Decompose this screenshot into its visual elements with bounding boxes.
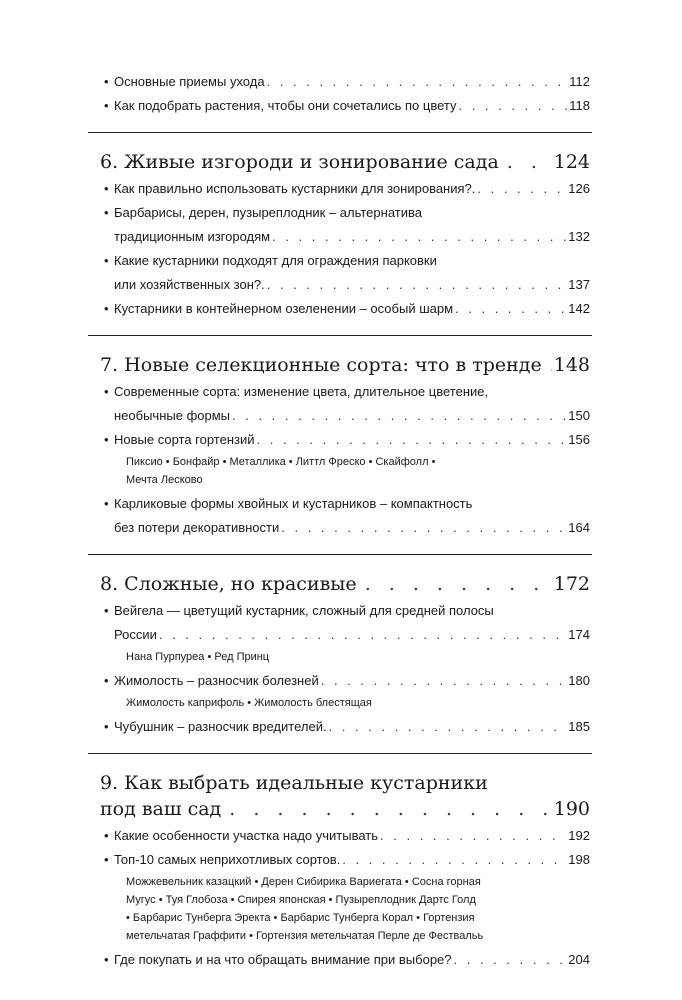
page-number: 164 <box>568 520 590 535</box>
toc-item[interactable] <box>100 669 590 693</box>
toc-item-text: Жимолость – разносчик болезней <box>114 673 319 688</box>
page-number: 118 <box>569 98 590 113</box>
bullet: • <box>104 98 109 113</box>
page-number: 174 <box>568 627 590 642</box>
toc-item[interactable] <box>100 380 590 428</box>
chapter-title: 7. Новые селекционные сорта: что в тренде <box>100 354 542 376</box>
bullet: • <box>104 719 109 734</box>
page-number: 204 <box>568 952 590 967</box>
bullet: • <box>104 852 109 867</box>
page-number: 112 <box>569 74 590 89</box>
page-number: 198 <box>568 852 590 867</box>
chapter-heading[interactable] <box>100 770 590 822</box>
toc-item[interactable] <box>100 297 590 321</box>
bullet: • <box>104 828 109 843</box>
chapter-page: 172 <box>553 573 590 595</box>
bullet: • <box>104 384 109 399</box>
section-divider <box>88 554 592 555</box>
chapter-heading[interactable] <box>100 352 590 378</box>
page-number: 142 <box>568 301 590 316</box>
toc-item-text: Как подобрать растения, чтобы они сочетались по цвету <box>114 98 457 113</box>
toc-item-text: без потери декоративности <box>114 520 280 535</box>
chapter-page: 124 <box>553 151 590 173</box>
variety-list <box>100 648 590 666</box>
chapter-heading[interactable] <box>100 571 590 597</box>
section-divider <box>88 132 592 133</box>
variety-line: Можжевельник казацкий • Дерен Сибирика Вариегата • Сосна горная <box>126 876 481 888</box>
toc-item[interactable] <box>100 848 590 872</box>
variety-line: метельчатая Граффити • Гортензия метельчатая Перле де Фествальь <box>126 930 484 942</box>
toc-item-text: Чубушник – разносчик вредителей. <box>114 719 327 734</box>
toc-item-text: Барбарисы, дерен, пузыреплодник – альтернатива <box>114 205 422 220</box>
toc-item-text: России <box>114 627 157 642</box>
bullet: • <box>104 74 109 89</box>
bullet: • <box>104 205 109 220</box>
page-number: 150 <box>568 408 590 423</box>
variety-list <box>100 694 590 712</box>
toc-item-text: Новые сорта гортензий <box>114 432 255 447</box>
toc-item-text: Топ-10 самых неприхотливых сортов. <box>114 852 341 867</box>
bullet: • <box>104 952 109 967</box>
toc-item-text: необычные формы <box>114 408 231 423</box>
toc-item[interactable] <box>100 599 590 647</box>
bullet: • <box>104 496 109 511</box>
toc-item[interactable] <box>100 492 590 540</box>
toc-item[interactable] <box>100 428 590 452</box>
toc-item[interactable] <box>100 177 590 201</box>
page-number: 180 <box>568 673 590 688</box>
toc-item[interactable] <box>100 249 590 297</box>
bullet: • <box>104 181 109 196</box>
variety-line: Мечта Лесково <box>126 474 203 486</box>
chapter-page: 190 <box>553 798 590 820</box>
variety-line: Нана Пурпуреа • Ред Принц <box>126 651 270 663</box>
section-divider <box>88 335 592 336</box>
chapter-title: 8. Сложные, но красивые <box>100 573 357 595</box>
bullet: • <box>104 432 109 447</box>
toc-item-text: или хозяйственных зон?. <box>114 277 265 292</box>
toc-item[interactable] <box>100 70 590 94</box>
variety-line: • Барбарис Тунберга Эректа • Барбарис Тунберга Корал • Гортензия <box>126 912 475 924</box>
toc-item-text: Как правильно использовать кустарники для зонирования?. <box>114 181 476 196</box>
toc-item-text: Основные приемы ухода <box>114 74 265 89</box>
toc-item[interactable] <box>100 94 590 118</box>
toc-item[interactable] <box>100 824 590 848</box>
toc-item-text: традиционным изгородям <box>114 229 271 244</box>
toc-item[interactable] <box>100 201 590 249</box>
section-divider <box>88 753 592 754</box>
variety-line: Мугус • Туя Глобоза • Спирея японская • Пузыреплодник Дартс Голд <box>126 894 476 906</box>
bullet: • <box>104 673 109 688</box>
variety-line: Жимолость каприфоль • Жимолость блестящая <box>126 697 372 709</box>
toc-item-text: Вейгела — цветущий кустарник, сложный для средней полосы <box>114 603 494 618</box>
bullet: • <box>104 603 109 618</box>
toc-item-text: Где покупать и на что обращать внимание при выборе? <box>114 952 452 967</box>
chapter-page: 148 <box>553 354 590 376</box>
chapter-title: под ваш сад <box>100 798 222 820</box>
toc-item-text: Какие особенности участка надо учитывать <box>114 828 379 843</box>
variety-list <box>100 873 590 945</box>
chapter-title: 6. Живые изгороди и зонирование сада <box>100 151 499 173</box>
bullet: • <box>104 253 109 268</box>
page-number: 137 <box>568 277 590 292</box>
chapter-heading[interactable] <box>100 149 590 175</box>
page-number: 192 <box>568 828 590 843</box>
table-of-contents <box>100 70 590 972</box>
chapter-title: 9. Как выбрать идеальные кустарники <box>100 772 488 794</box>
page-number: 185 <box>568 719 590 734</box>
page-number: 132 <box>568 229 590 244</box>
toc-item[interactable] <box>100 948 590 972</box>
toc-item-text: Карликовые формы хвойных и кустарников – компактность <box>114 496 473 511</box>
toc-item-text: Кустарники в контейнерном озеленении – особый шарм <box>114 301 454 316</box>
page-number: 126 <box>568 181 590 196</box>
variety-line: Пиксио • Бонфайр • Металлика • Литтл Фреско • Скайфолл • <box>126 456 436 468</box>
toc-item[interactable] <box>100 715 590 739</box>
page-number: 156 <box>568 432 590 447</box>
bullet: • <box>104 301 109 316</box>
variety-list <box>100 453 590 489</box>
toc-item-text: Какие кустарники подходят для ограждения парковки <box>114 253 437 268</box>
toc-item-text: Современные сорта: изменение цвета, длительное цветение, <box>114 384 489 399</box>
